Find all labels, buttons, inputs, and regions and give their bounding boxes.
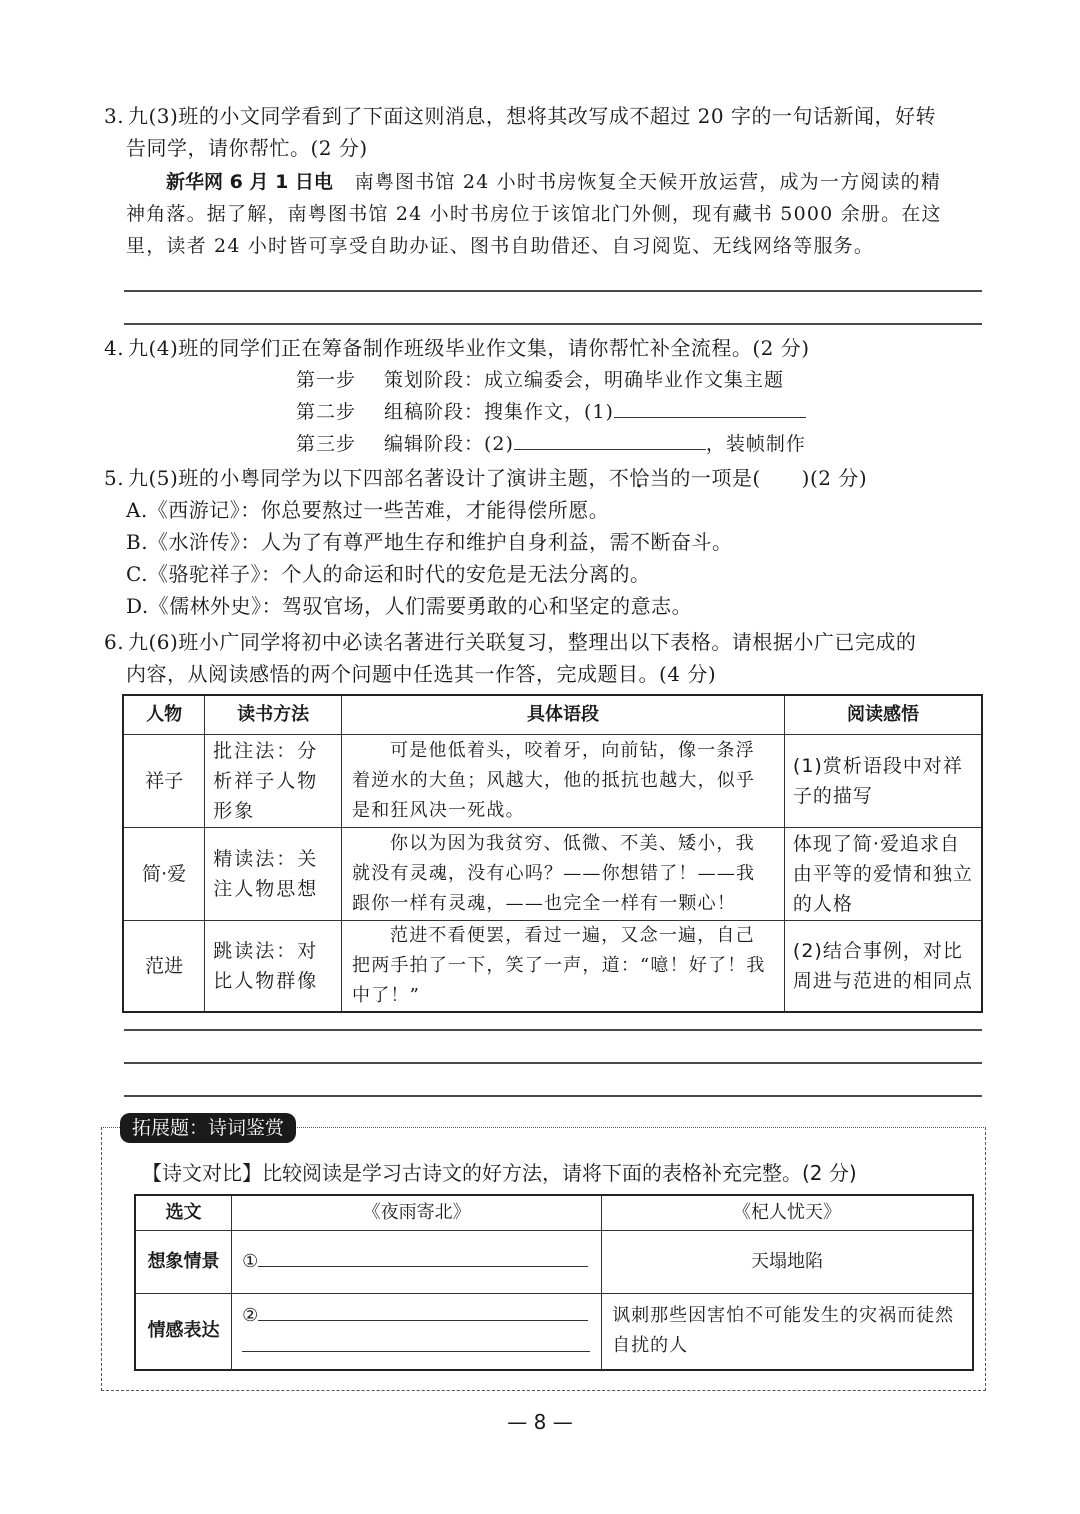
- question-text: 的一项是( )(2 分): [670, 466, 868, 490]
- question-text: 九(4)班的同学们正在筹备制作班级毕业作文集，请你帮忙补全流程。(2 分): [128, 336, 810, 360]
- question-text: 九(5)班的小粤同学为以下四部名著设计了演讲主题，: [128, 466, 609, 490]
- question-number: 3.: [104, 104, 125, 128]
- fill-blank-1[interactable]: [614, 397, 806, 418]
- cell-answer-2: [232, 1293, 602, 1370]
- question-text: 内容，从阅读感悟的两个问题中任选其一作答，完成题目。(4 分): [126, 662, 717, 686]
- option-b[interactable]: B.《水浒传》：人为了有尊严地生存和维护自身利益，需不断奋斗。: [126, 530, 733, 554]
- step-label: 第一步: [296, 369, 357, 391]
- cell-passage: 范进不看便罢，看过一遍，又念一遍，自己把两手拍了一下，笑了一声，道：“噫！好了！我中了！”: [342, 921, 785, 1013]
- header-character: 人物: [123, 695, 205, 735]
- answer-line[interactable]: [124, 1062, 982, 1064]
- extension-prompt: 【诗文对比】比较阅读是学习古诗文的好方法，请将下面的表格补充完整。(2 分): [142, 1161, 857, 1185]
- marker: ②: [242, 1305, 259, 1327]
- header-selection: 选文: [135, 1195, 232, 1230]
- answer-line[interactable]: [124, 1029, 982, 1031]
- question-text: 九(6)班小广同学将初中必读名著进行关联复习，整理出以下表格。请根据小广已完成的: [128, 630, 917, 654]
- step-text: 编辑阶段：(2): [384, 433, 514, 455]
- step-3: [296, 428, 896, 460]
- step-suffix: ，装帧制作: [705, 433, 806, 455]
- question-number: 4.: [104, 336, 125, 360]
- step-1: [296, 364, 896, 396]
- question-5: [104, 462, 994, 622]
- cell-character: 祥子: [123, 735, 205, 828]
- question-number: 5.: [104, 466, 125, 490]
- header-insight: 阅读感悟: [784, 695, 982, 735]
- question-number: 6.: [104, 630, 125, 654]
- question-6: [104, 626, 994, 690]
- cell-method: 跳读法：对比人物群像: [205, 921, 342, 1013]
- news-source: 新华网 6 月 1 日电: [166, 171, 333, 193]
- news-text: 神角落。据了解，南粤图书馆 24 小时书房位于该馆北门外侧，现有藏书 5000 余册。在这: [126, 203, 942, 225]
- fill-blank-2[interactable]: [258, 1300, 588, 1321]
- news-excerpt: [126, 166, 996, 262]
- question-text: 九(3)班的小文同学看到了下面这则消息，想将其改写成不超过 20 字的一句话新闻，好转: [128, 104, 936, 128]
- step-label: 第二步: [296, 401, 357, 423]
- table-row: [135, 1230, 973, 1293]
- answer-line[interactable]: [124, 1095, 982, 1097]
- page-number: — 8 —: [507, 1410, 573, 1434]
- question-4: [104, 332, 994, 364]
- table-header-row: [123, 695, 982, 735]
- option-c[interactable]: C.《骆驼祥子》：个人的命运和时代的安危是无法分离的。: [126, 562, 651, 586]
- fill-blank-1[interactable]: [258, 1246, 588, 1267]
- news-text: 南粤图书馆 24 小时书房恢复全天候开放运营，成为一方阅读的精: [354, 171, 942, 193]
- cell-character: 范进: [123, 921, 205, 1013]
- cell-insight: (2)结合事例，对比周进与范进的相同点: [784, 921, 982, 1013]
- cell-method: 精读法：关注人物思想: [205, 828, 342, 921]
- fill-blank-2[interactable]: [514, 429, 706, 450]
- question-text: 告同学，请你帮忙。(2 分): [126, 136, 368, 160]
- cell-insight: 体现了简·爱追求自由平等的爱情和独立的人格: [784, 828, 982, 921]
- cell-value: 天塌地陷: [602, 1230, 973, 1293]
- header-passage: 具体语段: [342, 695, 785, 735]
- question-3: [104, 100, 994, 164]
- step-2: [296, 396, 896, 428]
- cell-passage: 可是他低着头，咬着牙，向前钻，像一条浮着逆水的大鱼；风越大，他的抵抗也越大，似乎是和狂风决一死战。: [342, 735, 785, 828]
- answer-line[interactable]: [124, 290, 982, 292]
- table-header-row: [135, 1195, 973, 1230]
- cell-insight: (1)赏析语段中对祥子的描写: [784, 735, 982, 828]
- cell-passage: 你以为因为我贫穷、低微、不美、矮小，我就没有灵魂，没有心吗？——你想错了！——我跟你一样有灵魂，——也完全一样有一颗心！: [342, 828, 785, 921]
- cell-answer-1: [232, 1230, 602, 1293]
- cell-character: 简·爱: [123, 828, 205, 921]
- header-poem-1: 《夜雨寄北》: [232, 1195, 602, 1230]
- row-label: 想象情景: [135, 1230, 232, 1293]
- table-row: [123, 828, 982, 921]
- news-text: 里，读者 24 小时皆可享受自助办证、图书自助借还、自习阅览、无线网络等服务。: [126, 235, 875, 257]
- step-text: 策划阶段：成立编委会，明确毕业作文集主题: [384, 369, 785, 391]
- step-text: 组稿阶段：搜集作文，(1): [384, 401, 614, 423]
- table-row: [123, 735, 982, 828]
- process-steps: [296, 364, 896, 460]
- option-a[interactable]: A.《西游记》：你总要熬过一些苦难，才能得偿所愿。: [126, 498, 610, 522]
- table-row: [123, 921, 982, 1013]
- option-d[interactable]: D.《儒林外史》：驾驭官场，人们需要勇敢的心和坚定的意志。: [126, 594, 693, 618]
- cell-value: 讽刺那些因害怕不可能发生的灾祸而徒然自扰的人: [602, 1293, 973, 1370]
- section-tag: 拓展题：诗词鉴赏: [120, 1113, 296, 1143]
- emphasis-text: 不恰当: [608, 466, 671, 490]
- table-row: [135, 1293, 973, 1370]
- row-label: 情感表达: [135, 1293, 232, 1370]
- reading-table: [122, 694, 983, 1013]
- poem-compare-table: [134, 1194, 974, 1371]
- fill-blank-2b[interactable]: [242, 1331, 590, 1352]
- answer-line[interactable]: [124, 323, 982, 325]
- cell-method: 批注法：分析祥子人物形象: [205, 735, 342, 828]
- header-method: 读书方法: [205, 695, 342, 735]
- marker: ①: [242, 1251, 259, 1272]
- step-label: 第三步: [296, 433, 357, 455]
- header-poem-2: 《杞人忧天》: [602, 1195, 973, 1230]
